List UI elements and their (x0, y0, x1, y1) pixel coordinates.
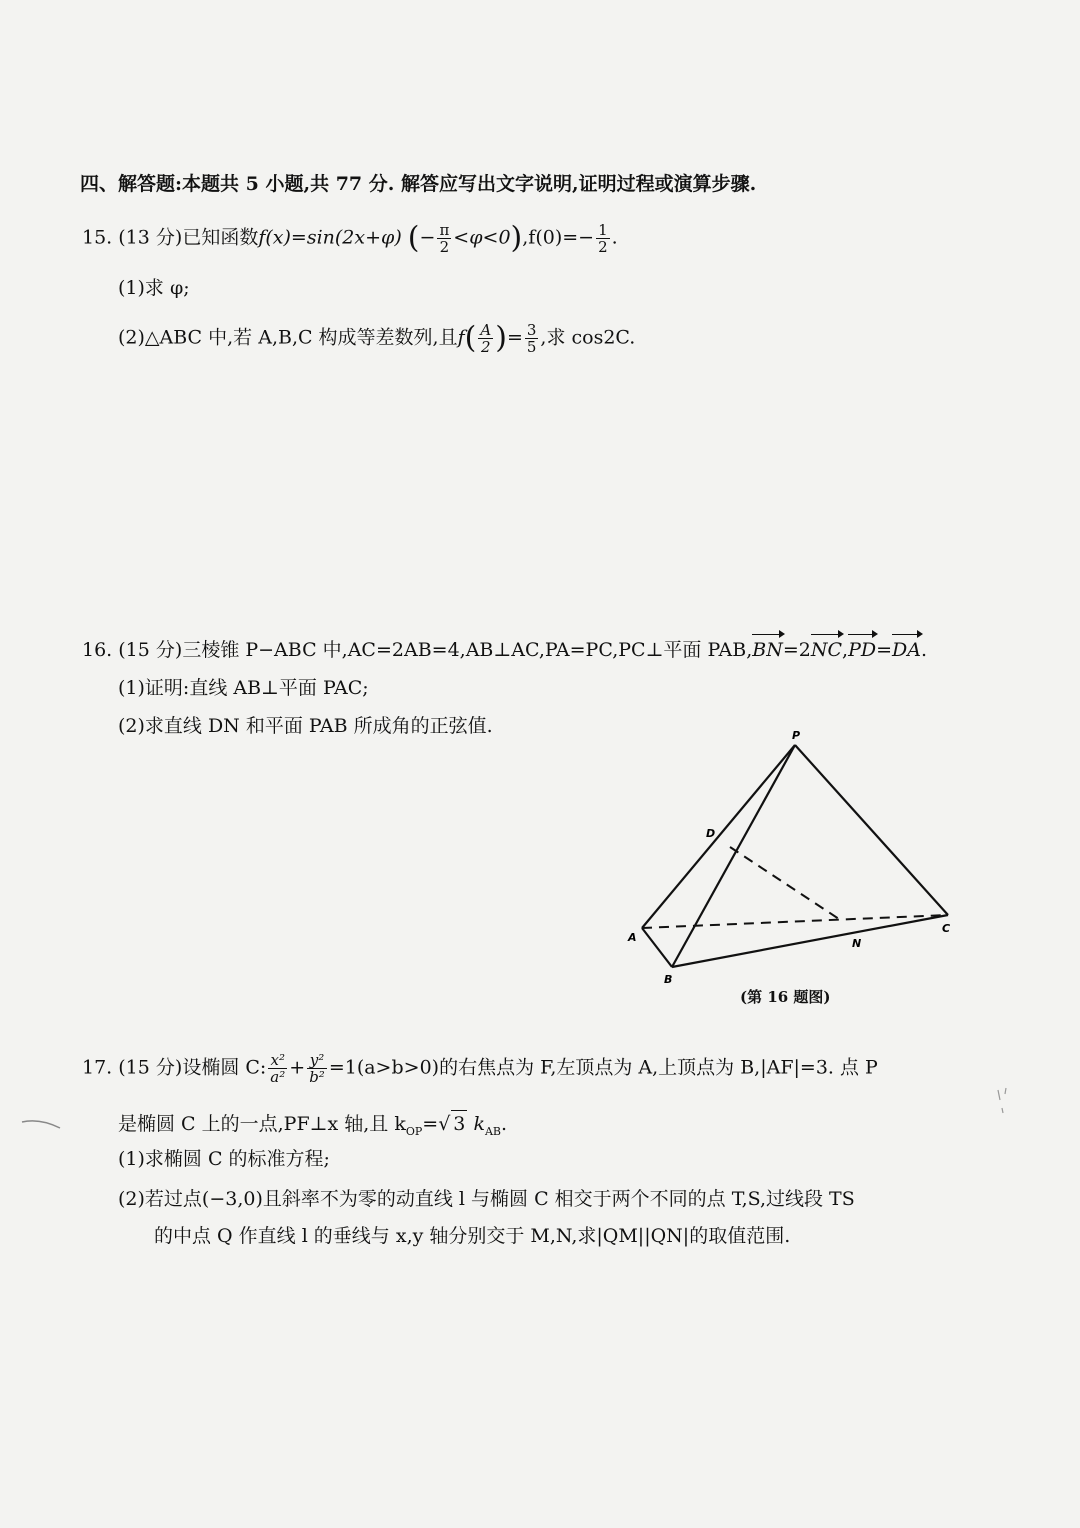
q15-range-tail: <φ<0 (453, 226, 511, 249)
q15-paren-close: ) (510, 220, 523, 256)
q15-number: 15. (82, 226, 113, 249)
q17-eq-root: = (422, 1113, 439, 1135)
vector-pd: PD (848, 639, 877, 661)
q15-p2-paren-open: ( (464, 320, 477, 356)
label-n: N (852, 937, 862, 950)
q15-part2-lead: (2)△ABC 中,若 A,B,C 构成等差数列,且 (118, 326, 458, 349)
q17-line2-text: 是椭圆 C 上的一点,PF⊥x 轴,且 k (118, 1113, 406, 1135)
figure-caption: (第 16 题图) (740, 988, 831, 1006)
q17-y2-over-b2: $\frac{\text{y²}}{\text{b²}}$ (309, 1051, 325, 1086)
vector-nc: NC (810, 639, 843, 661)
q16-points: (15 分) (118, 639, 183, 661)
q15-period: . (611, 226, 618, 249)
q15-range-lead: − (419, 226, 436, 249)
q17-sqrt-3: 3 (451, 1110, 467, 1137)
label-d: D (706, 827, 716, 840)
q16-comma: , (842, 639, 849, 661)
q17-k: k (473, 1113, 485, 1135)
q16-number: 16. (82, 639, 113, 661)
label-b: B (664, 973, 673, 986)
q16-stem-text: 三棱锥 P−ABC 中,AC=2AB=4,AB⊥AC,PA=PC,PC⊥平面 PAB, (182, 639, 753, 661)
q17-stem-tail: =1(a>b>0)的右焦点为 F,左顶点为 A,上顶点为 B,|AF|=3. 点 P (328, 1056, 878, 1079)
label-p: P (792, 729, 801, 742)
q15-a-over-2: $\frac{A}{2}$ (480, 321, 492, 356)
q15-stem (82, 222, 618, 255)
q16-dot: . (921, 639, 928, 661)
q17-part1: (1)求椭圆 C 的标准方程; (118, 1148, 330, 1170)
segment-dn-hidden (730, 847, 842, 921)
q17-intro: 设椭圆 C: (182, 1056, 267, 1079)
q17-sub-ab: AB (484, 1124, 501, 1138)
tetrahedron-figure (620, 725, 970, 995)
q15-intro: 已知函数 (182, 226, 259, 249)
q15-part2-tail: ,求 cos2C. (540, 326, 636, 349)
q17-line2 (118, 1110, 507, 1145)
q17-x2-over-a2: $\frac{\text{x²}}{\text{a²}}$ (270, 1051, 286, 1086)
vector-da: DA (892, 639, 921, 661)
label-c: C (942, 922, 951, 935)
edge-pc (795, 745, 948, 915)
q16-stem (82, 637, 927, 663)
edge-pa (642, 745, 795, 928)
q15-function: f(x)=sin(2x+φ) (258, 226, 402, 249)
q15-paren-open: ( (407, 220, 420, 256)
q15-f: f (457, 326, 465, 349)
q17-sub-op: OP (405, 1124, 423, 1138)
q16-part2: (2)求直线 DN 和平面 PAB 所成角的正弦值. (118, 715, 493, 737)
q17-part2-line1: (2)若过点(−3,0)且斜率不为零的动直线 l 与椭圆 C 相交于两个不同的点 T,S,过线段 TS (118, 1188, 855, 1210)
edge-bc (672, 915, 951, 967)
scan-mark-right (990, 1080, 1020, 1120)
q17-sqrt-sign: √ (438, 1113, 451, 1135)
edge-ac-hidden (642, 915, 948, 928)
section-header: 四、解答题:本题共 5 小题,共 77 分. 解答应写出文字说明,证明过程或演算步骤. (80, 173, 757, 195)
q15-part2 (118, 322, 635, 355)
q15-three-fifths: $\frac{3}{5}$ (526, 321, 537, 356)
q17-points: (15 分) (118, 1056, 183, 1079)
q15-condition: ,f(0)=− (522, 226, 595, 249)
scan-mark-left (20, 1110, 80, 1140)
q17-plus: + (289, 1056, 306, 1079)
q16-eq2: = (876, 639, 893, 661)
q16-part1: (1)证明:直线 AB⊥平面 PAC; (118, 677, 369, 699)
q17-line2-end: . (500, 1113, 508, 1135)
q15-pi-over-2: $\frac{\pi}{2}$ (439, 221, 450, 256)
q16-eq1: =2 (782, 639, 811, 661)
q15-p2-paren-close: ) (495, 320, 507, 356)
q15-equals: = (506, 326, 523, 349)
edge-pb (672, 745, 795, 967)
q17-part2-line2: 的中点 Q 作直线 l 的垂线与 x,y 轴分别交于 M,N,求|QM||QN|的取值范围. (154, 1225, 791, 1247)
label-a: A (628, 931, 637, 944)
q17-number: 17. (82, 1056, 113, 1079)
vector-bn: BN (752, 639, 783, 661)
q15-points: (13 分) (118, 226, 183, 249)
q15-part1: (1)求 φ; (118, 277, 190, 299)
edge-ab (642, 928, 672, 967)
q17-stem (82, 1052, 878, 1085)
q15-one-half: $\frac{1}{2}$ (598, 221, 608, 256)
